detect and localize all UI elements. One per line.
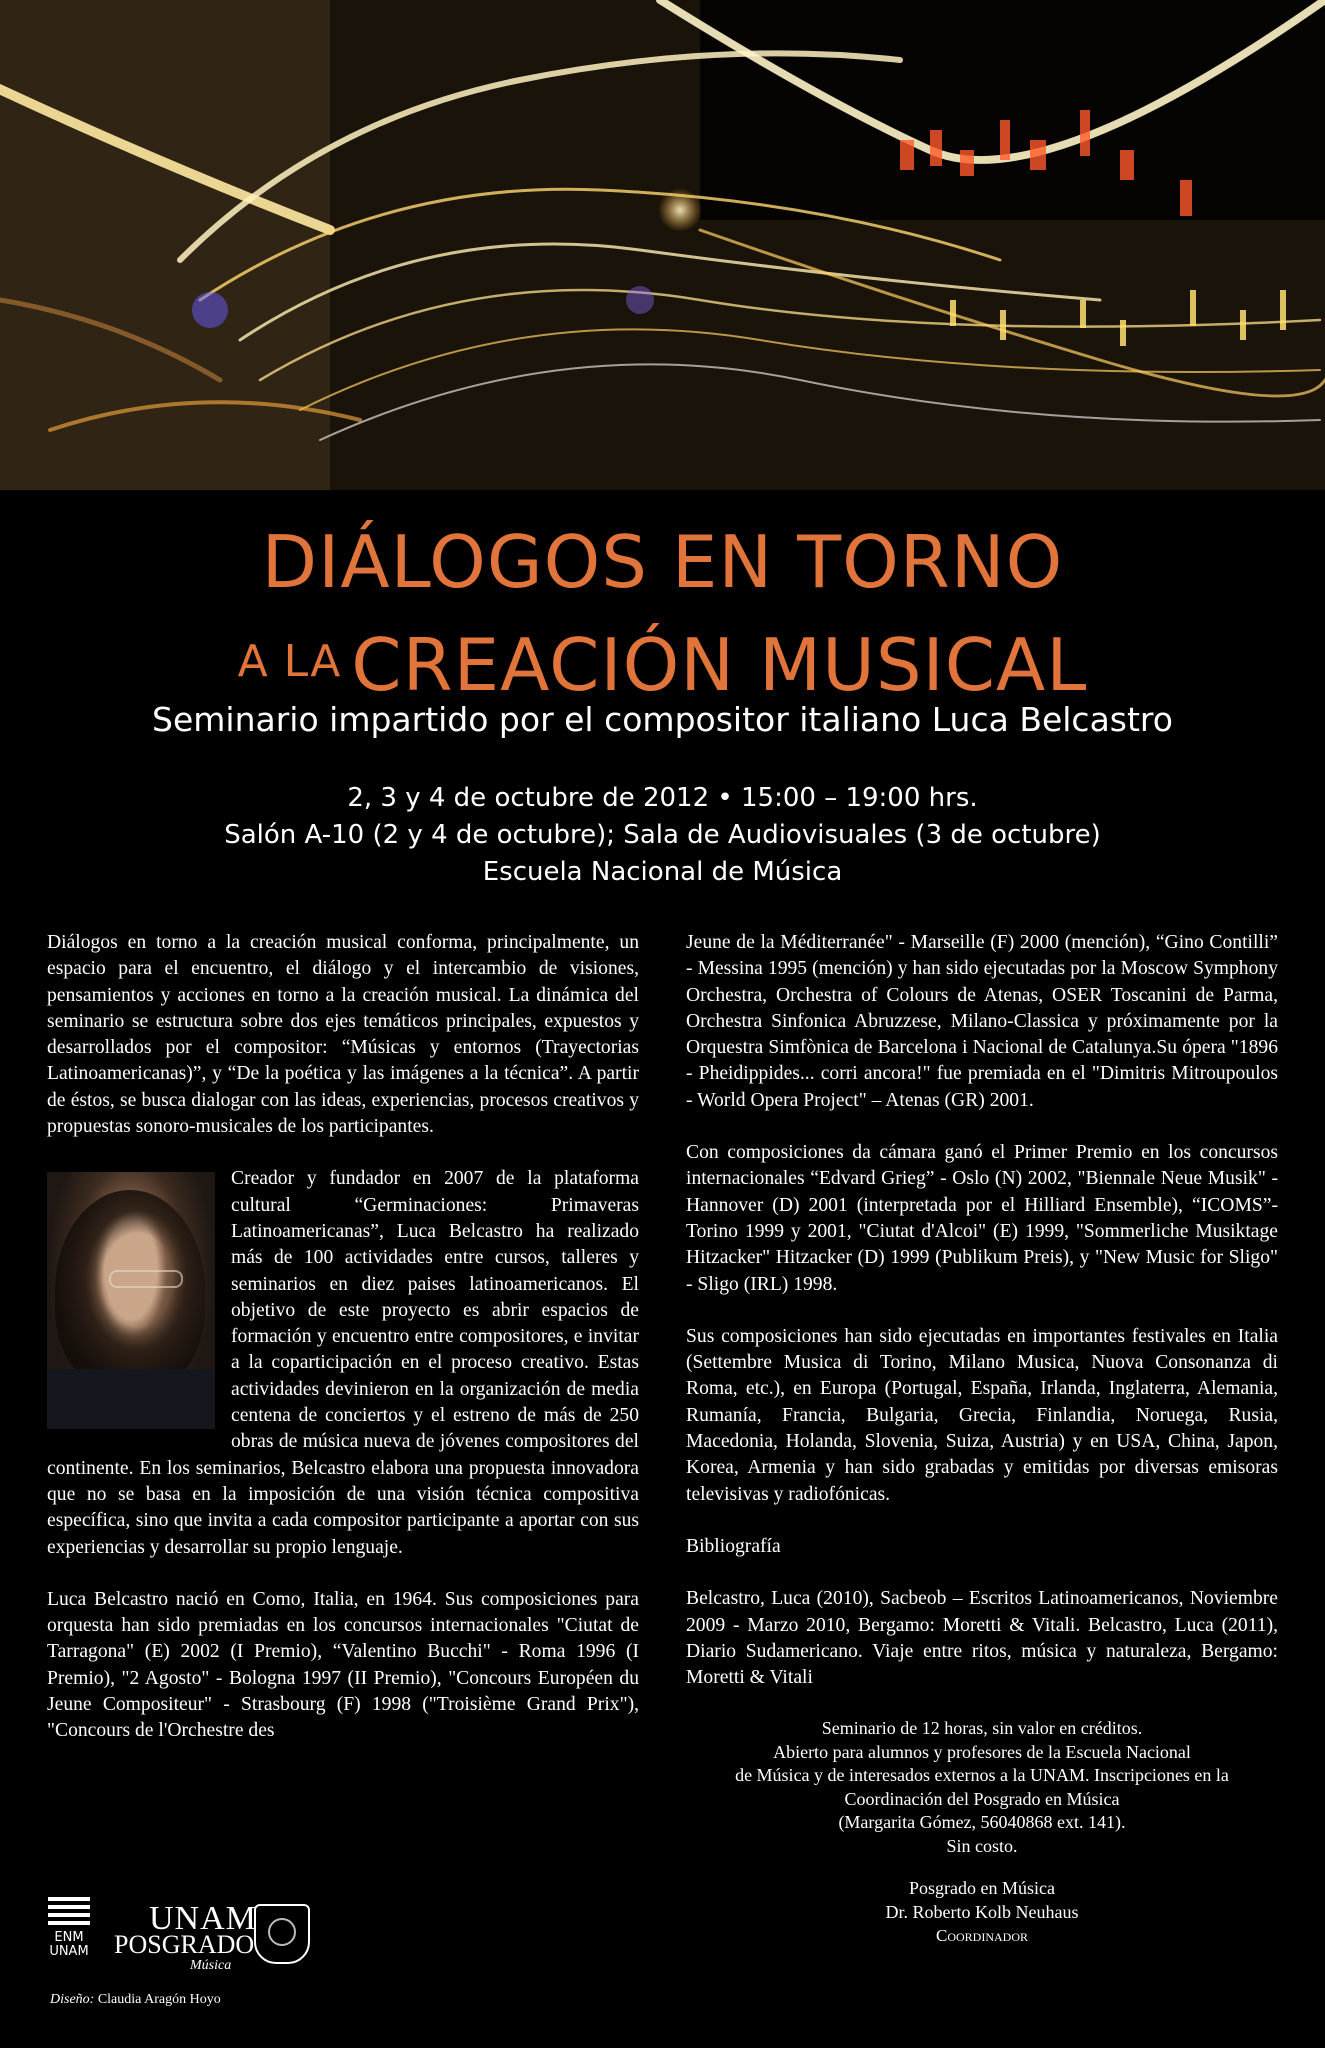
chamber-paragraph: Con composiciones da cámara ganó el Primer Premio en los concursos internacionales “Edvard Grieg” - Oslo (N) 2002, "Biennale Neue Musik" - Hannover (D) 2001 (interpretada por el Hilliard Ensemble), “ICOMS”- Torino 1999 y 2001, "Ciutat d'Alcoi" (E) 1999, "Sommerliche Musiktage Hitzacker" Hitzacker (D) 1999 (Publikum Preis), y "New Music for Sligo" - Sligo (IRL) 1998. bbox=[686, 1142, 1278, 1295]
musica-logo-text: Música bbox=[190, 1958, 232, 1973]
signature-block bbox=[686, 1876, 1278, 1948]
bio-paragraph bbox=[47, 1166, 639, 1560]
left-column bbox=[47, 930, 639, 1771]
posgrado-logo-text: POSGRADO bbox=[114, 1930, 255, 1959]
bio-text: Creador y fundador en 2007 de la plataforma cultural “Germinaciones: Primaveras Latinoamericanas”, Luca Belcastro ha realizado más de 100 actividades entre cursos, talleres y seminarios en diez paises latinoamericanos. El objetivo de este proyecto es abrir espacios de formación y encuentro entre compositores, e invitar a la coparticipación en el proceso creativo. Estas actividades devinieron en la organización de media centena de conciertos y el estreno de más de 250 obras de música nueva de jóvenes compositores del continente. En los seminarios, Belcastro elabora una propuesta innovadora que no se basa en la imposición de una visión técnica compositiva específica, sino que invita a cada compositor participante a aportar con sus experiencias y desarrollar su propio lenguaje. bbox=[47, 1168, 639, 1558]
seminar-info bbox=[686, 1717, 1278, 1858]
signature-name: Dr. Roberto Kolb Neuhaus bbox=[885, 1902, 1079, 1923]
title-big-text: CREACIÓN MUSICAL bbox=[351, 623, 1088, 707]
enm-logo bbox=[46, 1895, 92, 1975]
info-line: de Música y de interesados externos a la UNAM. Inscripciones en la bbox=[735, 1765, 1229, 1786]
main-title-line1: DIÁLOGOS EN TORNO bbox=[261, 520, 1064, 604]
info-line: Coordinación del Posgrado en Música bbox=[844, 1788, 1120, 1809]
photo-glasses bbox=[109, 1270, 183, 1288]
intro-paragraph: Diálogos en torno a la creación musical conforma, principalmente, un espacio para el encuentro, el diálogo y el intercambio de visiones, pensamientos y acciones en torno a la creación musical. La dinámica del seminario se estructura sobre dos ejes temáticos principales, expuestos y desarrollados por el compositor: “Músicas y entornos (Trayectorias Latinoamericanas)”, y “De la poética y las imágenes a la técnica”. A partir de éstos, se busca dialogar con las ideas, experiencias, procesos creativos y propuestas sonoro-musicales de los participantes. bbox=[47, 932, 639, 1138]
unam-shield-icon bbox=[254, 1904, 310, 1964]
header-photo bbox=[0, 0, 1325, 490]
event-details bbox=[0, 780, 1325, 891]
birth-paragraph: Luca Belcastro nació en Como, Italia, en 1964. Sus composiciones para orquesta han sido premiadas en los concursos internacionales "Ciutat de Tarragona" (E) 2002 (I Premio), “Valentino Bucchi" - Roma 1996 (I Premio), "2 Agosto" - Bologna 1997 (II Premio), "Concours Européen du Jeune Compositeur" - Strasbourg (F) 1998 ("Troisième Grand Prix"), "Concours de l'Orchestre des bbox=[47, 1588, 639, 1742]
event-dates: 2, 3 y 4 de octubre de 2012 • 15:00 – 19:00 hrs. bbox=[347, 783, 978, 813]
main-title-line2 bbox=[0, 622, 1325, 705]
unam-logo-text: UNAM bbox=[149, 1900, 257, 1937]
enm-logo-text: ENM bbox=[54, 1930, 84, 1945]
info-line: Sin costo. bbox=[946, 1835, 1018, 1856]
subtitle: Seminario impartido por el compositor italiano Luca Belcastro bbox=[152, 700, 1173, 739]
event-rooms: Salón A-10 (2 y 4 de octubre); Sala de Audiovisuales (3 de octubre) bbox=[224, 820, 1101, 850]
enm-logo-bars-icon bbox=[46, 1895, 92, 1931]
design-credit bbox=[50, 1992, 221, 2008]
right-column bbox=[686, 930, 1278, 1948]
title-small-text: A LA bbox=[237, 636, 342, 687]
enm-logo-subtext: UNAM bbox=[49, 1944, 89, 1959]
design-credit-label: Diseño: bbox=[50, 1992, 95, 2007]
info-line: Abierto para alumnos y profesores de la Escuela Nacional bbox=[773, 1741, 1191, 1762]
event-school: Escuela Nacional de Música bbox=[482, 857, 843, 887]
info-line: Seminario de 12 horas, sin valor en créditos. bbox=[821, 1718, 1143, 1739]
signature-dept: Posgrado en Música bbox=[909, 1878, 1055, 1899]
bibliography-heading: Bibliografía bbox=[686, 1535, 781, 1557]
awards-paragraph: Jeune de la Méditerranée" - Marseille (F) 2000 (mención), “Gino Contilli” - Messina 1995 (mención) y han sido ejecutadas por la Moscow Symphony Orchestra, Orchestra of Colours de Atenas, OSER Toscanini de Parma, Orchestra Sinfonica Abruzzese, Milano-Classica y próximamente por la Orquestra Simfònica de Barcelona i Nacional de Catalunya.Su ópera "1896 - Pheidippides... corri ancora!" fue premiada en el "Dimitris Mitroupoulos - World Opera Project" – Atenas (GR) 2001. bbox=[686, 932, 1278, 1111]
bibliography-text: Belcastro, Luca (2010), Sacbeob – Escritos Latinoamericanos, Noviembre 2009 - Marzo 2010, Bergamo: Moretti & Vitali. Belcastro, Luca (2011), Diario Sudamericano. Viaje entre ritos, música y naturaleza, Bergamo: Moretti & Vitali bbox=[686, 1588, 1278, 1689]
signature-title: Coordinador bbox=[935, 1926, 1028, 1946]
photo-shirt bbox=[47, 1369, 215, 1429]
composer-photo bbox=[47, 1172, 215, 1429]
info-line: (Margarita Gómez, 56040868 ext. 141). bbox=[838, 1812, 1126, 1833]
design-credit-name: Claudia Aragón Hoyo bbox=[97, 1992, 221, 2007]
photo-hair bbox=[55, 1190, 205, 1390]
festivals-paragraph: Sus composiciones han sido ejecutadas en importantes festivales en Italia (Settembre Musica di Torino, Milano Musica, Nuova Consonanza di Roma, etc.), en Europa (Portugal, España, Irlanda, Inglaterra, Alemania, Rumanía, Francia, Bulgaria, Grecia, Finlandia, Noruega, Rusia, Macedonia, Holanda, Slovenia, Suiza, Austria) y en USA, China, Japon, Korea, Armenia y han sido grabadas y emitidas por diversas emisoras televisivas y radiofónicas. bbox=[686, 1325, 1278, 1505]
unam-posgrado-logo bbox=[114, 1900, 314, 1980]
